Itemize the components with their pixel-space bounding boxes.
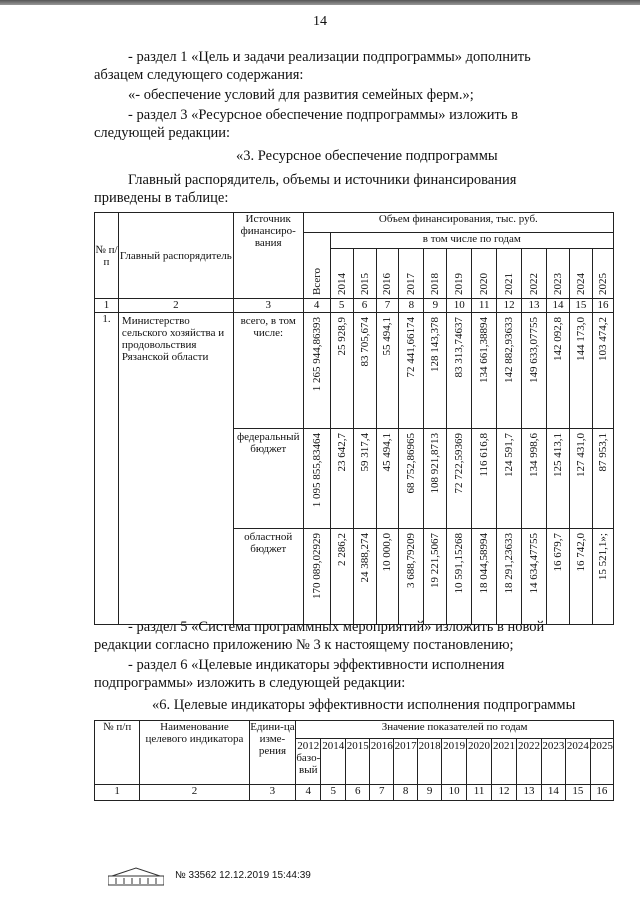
- section6-heading: «6. Целевые индикаторы эффективности исполнения подпрограммы: [152, 697, 576, 713]
- source-cell: всего, в том числе:: [233, 313, 303, 429]
- paragraph-section5-cont: редакции согласно приложению № 3 к настоящему постановлению;: [94, 637, 514, 653]
- financing-table: [94, 212, 614, 625]
- ind-header-num: № п/п: [95, 721, 140, 785]
- value-cell: 83 705,674: [353, 313, 376, 429]
- row-number: 1.: [95, 313, 119, 625]
- year-header: 2023: [547, 249, 570, 299]
- ind-column-number: 7: [370, 785, 394, 801]
- ind-header-values: Значение показателей по годам: [296, 721, 614, 739]
- year-header: 2015: [353, 249, 376, 299]
- column-number: 10: [447, 299, 472, 313]
- page-number: 14: [313, 14, 327, 29]
- value-cell: 144 173,0: [569, 313, 592, 429]
- ind-year-header: 2020: [467, 739, 492, 785]
- value-cell: 83 313,74637: [447, 313, 472, 429]
- value-cell: 10 591,15268: [447, 529, 472, 625]
- ind-column-number: 4: [296, 785, 321, 801]
- column-number: 11: [472, 299, 497, 313]
- column-number: 6: [353, 299, 376, 313]
- value-cell: 72 441,66174: [399, 313, 424, 429]
- value-cell: 1 265 944,86393: [303, 313, 330, 429]
- value-cell: 142 882,93633: [497, 313, 522, 429]
- value-cell: 170 089,02929: [303, 529, 330, 625]
- section3-heading: «3. Ресурсное обеспечение подпрограммы: [236, 148, 498, 164]
- value-cell: 19 221,5067: [424, 529, 447, 625]
- value-cell: 23 642,7: [330, 429, 353, 529]
- source-cell: областной бюджет: [233, 529, 303, 625]
- value-cell: 45 494,1: [376, 429, 399, 529]
- value-cell: 68 752,86965: [399, 429, 424, 529]
- emblem-icon: [108, 866, 164, 886]
- ind-column-number: 6: [346, 785, 370, 801]
- registration-stamp: № 33562 12.12.2019 15:44:39: [175, 870, 311, 881]
- paragraph-table-intro: Главный распорядитель, объемы и источники финансирования: [128, 172, 517, 188]
- ind-column-number: 13: [516, 785, 541, 801]
- ind-year-header: 2015: [346, 739, 370, 785]
- paragraph-section6: - раздел 6 «Целевые индикаторы эффективности исполнения: [128, 657, 505, 673]
- manager-name: Министерство сельского хозяйства и продовольствия Рязанской области: [118, 313, 233, 625]
- paragraph-section3-cont: следующей редакции:: [94, 125, 231, 141]
- ind-year-header: 2019: [442, 739, 467, 785]
- value-cell: 14 634,47755: [522, 529, 547, 625]
- value-cell: 59 317,4: [353, 429, 376, 529]
- source-cell: федеральный бюджет: [233, 429, 303, 529]
- value-cell: 16 679,7: [547, 529, 570, 625]
- column-number: 5: [330, 299, 353, 313]
- header-volume: Объем финансирования, тыс. руб.: [303, 213, 613, 233]
- ind-year-header: 2024: [565, 739, 590, 785]
- paragraph-section5: - раздел 5 «Система программных мероприятий» изложить в новой: [128, 619, 545, 635]
- ind-header-unit: Едини-ца изме-рения: [249, 721, 296, 785]
- year-header: 2024: [569, 249, 592, 299]
- scan-top-edge: [0, 0, 640, 5]
- value-cell: 108 921,8713: [424, 429, 447, 529]
- ind-header-name: Наименование целевого индикатора: [140, 721, 249, 785]
- value-cell: 124 591,7: [497, 429, 522, 529]
- value-cell: 16 742,0: [569, 529, 592, 625]
- ind-column-number: 3: [249, 785, 296, 801]
- value-cell: 116 616,8: [472, 429, 497, 529]
- year-header: 2017: [399, 249, 424, 299]
- column-number: 1: [95, 299, 119, 313]
- paragraph-section3: - раздел 3 «Ресурсное обеспечение подпрограммы» изложить в: [128, 107, 518, 123]
- ind-column-number: 12: [492, 785, 517, 801]
- ind-year-header: 2014: [321, 739, 346, 785]
- value-cell: 2 286,2: [330, 529, 353, 625]
- ind-column-number: 1: [95, 785, 140, 801]
- column-number: 8: [399, 299, 424, 313]
- ind-year-header: 2012 базо-вый: [296, 739, 321, 785]
- ind-year-header: 2017: [394, 739, 418, 785]
- ind-column-number: 16: [590, 785, 613, 801]
- ind-year-header: 2016: [370, 739, 394, 785]
- value-cell: 134 661,38894: [472, 313, 497, 429]
- column-number: 12: [497, 299, 522, 313]
- ind-year-header: 2018: [418, 739, 442, 785]
- column-number: 4: [303, 299, 330, 313]
- indicators-table: [94, 720, 614, 801]
- column-number: 9: [424, 299, 447, 313]
- paragraph-section6-cont: подпрограммы» изложить в следующей редакции:: [94, 675, 406, 691]
- column-number: 13: [522, 299, 547, 313]
- year-header: 2014: [330, 249, 353, 299]
- paragraph-section1-cont: абзацем следующего содержания:: [94, 67, 304, 83]
- ind-column-number: 2: [140, 785, 249, 801]
- value-cell: 127 431,0: [569, 429, 592, 529]
- column-number: 16: [592, 299, 613, 313]
- ind-year-header: 2023: [541, 739, 565, 785]
- year-header: 2016: [376, 249, 399, 299]
- paragraph-section1: - раздел 1 «Цель и задачи реализации подпрограммы» дополнить: [128, 49, 531, 65]
- paragraph-quote: «- обеспечение условий для развития семейных ферм.»;: [128, 87, 474, 103]
- value-cell: 15 521,1»;: [592, 529, 613, 625]
- value-cell: 24 388,274: [353, 529, 376, 625]
- year-header: 2025: [592, 249, 613, 299]
- header-manager: Главный распорядитель: [118, 213, 233, 299]
- paragraph-table-intro-cont: приведены в таблице:: [94, 190, 229, 206]
- value-cell: 142 092,8: [547, 313, 570, 429]
- value-cell: 125 413,1: [547, 429, 570, 529]
- ind-column-number: 9: [418, 785, 442, 801]
- year-header: 2021: [497, 249, 522, 299]
- value-cell: 1 095 855,83464: [303, 429, 330, 529]
- header-num: № п/п: [95, 213, 119, 299]
- value-cell: 87 953,1: [592, 429, 613, 529]
- year-header: 2018: [424, 249, 447, 299]
- year-header: 2019: [447, 249, 472, 299]
- ind-column-number: 5: [321, 785, 346, 801]
- value-cell: 103 474,2: [592, 313, 613, 429]
- value-cell: 134 998,6: [522, 429, 547, 529]
- ind-column-number: 10: [442, 785, 467, 801]
- value-cell: 18 044,58994: [472, 529, 497, 625]
- ind-column-number: 14: [541, 785, 565, 801]
- column-number: 15: [569, 299, 592, 313]
- ind-column-number: 8: [394, 785, 418, 801]
- column-number: 7: [376, 299, 399, 313]
- year-header: 2020: [472, 249, 497, 299]
- header-total: Всего: [303, 233, 330, 299]
- ind-column-number: 15: [565, 785, 590, 801]
- column-number: 2: [118, 299, 233, 313]
- header-byyear: в том числе по годам: [330, 233, 613, 249]
- value-cell: 3 688,79209: [399, 529, 424, 625]
- ind-year-header: 2025: [590, 739, 613, 785]
- ind-year-header: 2022: [516, 739, 541, 785]
- ind-year-header: 2021: [492, 739, 517, 785]
- value-cell: 72 722,59369: [447, 429, 472, 529]
- base-year-label: базо-вый: [296, 752, 321, 776]
- value-cell: 128 143,378: [424, 313, 447, 429]
- value-cell: 25 928,9: [330, 313, 353, 429]
- value-cell: 149 633,07755: [522, 313, 547, 429]
- year-header: 2022: [522, 249, 547, 299]
- value-cell: 55 494,1: [376, 313, 399, 429]
- header-source: Источник финансиро-вания: [233, 213, 303, 299]
- column-number: 14: [547, 299, 570, 313]
- value-cell: 18 291,23633: [497, 529, 522, 625]
- value-cell: 10 000,0: [376, 529, 399, 625]
- ind-column-number: 11: [467, 785, 492, 801]
- column-number: 3: [233, 299, 303, 313]
